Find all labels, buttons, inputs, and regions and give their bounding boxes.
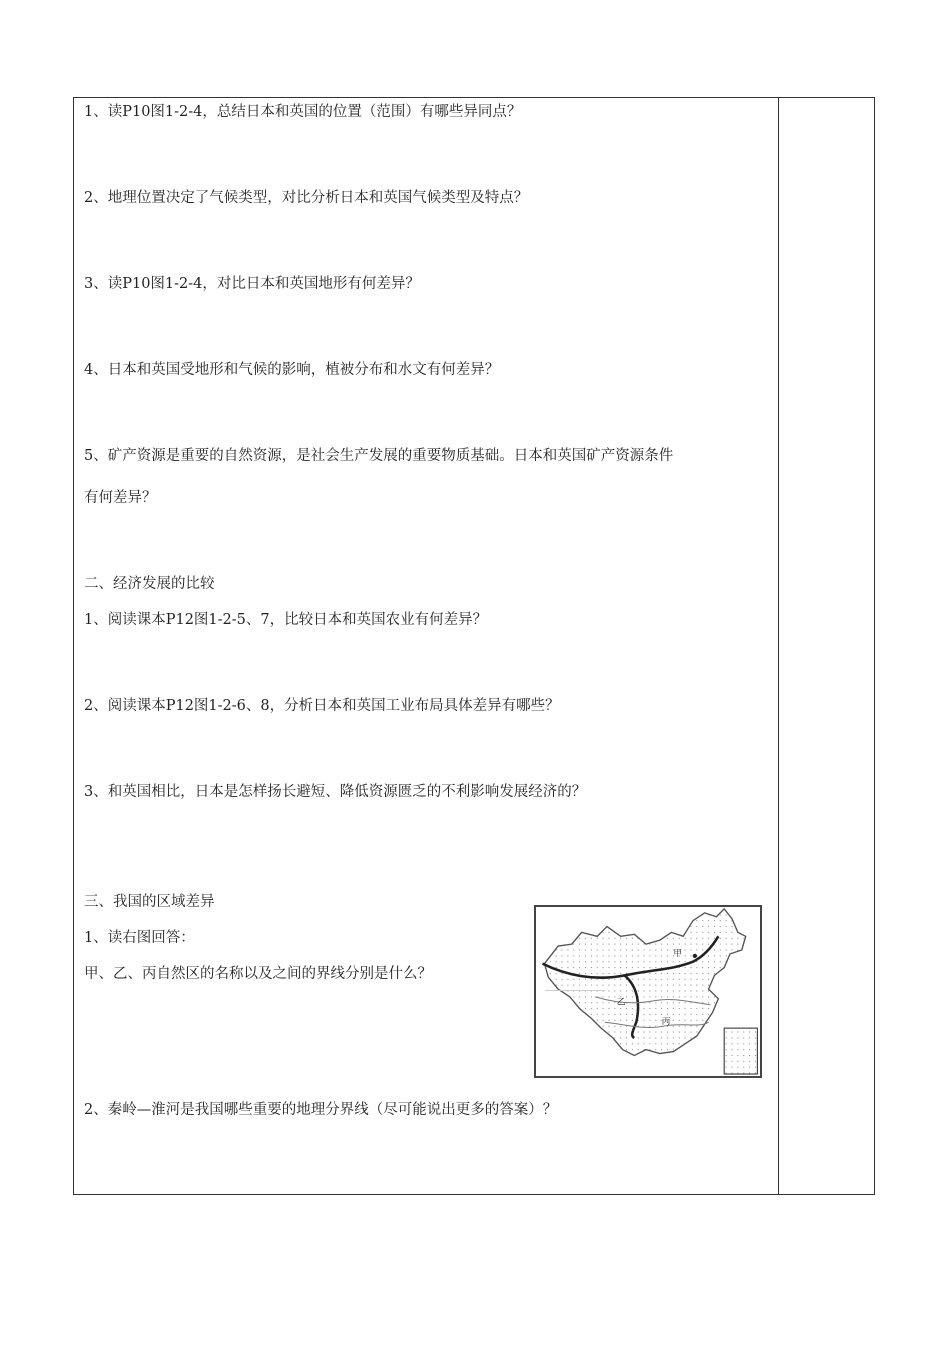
question-regions-1-sub: 甲、乙、丙自然区的名称以及之间的界线分别是什么？ <box>84 966 432 982</box>
question-regions-1: 1、读右图回答： <box>84 930 195 946</box>
question-economy-1: 1、阅读课本P12图1-2-5、7，比较日本和英国农业有何差异？ <box>84 612 488 628</box>
question-natural-5-line2: 有何差异？ <box>84 490 157 506</box>
question-natural-4: 4、日本和英国受地形和气候的影响，植被分布和水文有何差异？ <box>84 362 500 378</box>
question-natural-5-line1: 5、矿产资源是重要的自然资源，是社会生产发展的重要物质基础。日本和英国矿产资源条件 <box>84 448 674 464</box>
china-outline <box>544 909 745 1056</box>
capital-dot <box>693 954 697 958</box>
question-natural-3: 3、读P10图1-2-4，对比日本和英国地形有何差异？ <box>84 276 420 292</box>
section-heading-economy: 二、经济发展的比较 <box>84 576 215 592</box>
map-label-jia: 甲 <box>673 948 683 959</box>
worksheet-table <box>73 97 875 1195</box>
question-economy-3: 3、和英国相比，日本是怎样扬长避短、降低资源匮乏的不利影响发展经济的？ <box>84 784 587 800</box>
map-label-bing: 丙 <box>661 1017 671 1028</box>
section-heading-regions: 三、我国的区域差异 <box>84 894 215 910</box>
question-economy-2: 2、阅读课本P12图1-2-6、8，分析日本和英国工业布局具体差异有哪些？ <box>84 698 560 714</box>
china-regions-map <box>534 905 762 1078</box>
question-natural-2: 2、地理位置决定了气候类型，对比分析日本和英国气候类型及特点？ <box>84 190 529 206</box>
south-sea-inset <box>724 1028 757 1074</box>
column-divider <box>778 98 779 1194</box>
map-caption-rule <box>545 990 605 991</box>
question-regions-2: 2、秦岭—淮河是我国哪些重要的地理分界线（尽可能说出更多的答案）？ <box>84 1102 558 1118</box>
map-label-yi: 乙 <box>616 997 626 1008</box>
question-natural-1: 1、读P10图1-2-4，总结日本和英国的位置（范围）有哪些异同点？ <box>84 104 522 120</box>
